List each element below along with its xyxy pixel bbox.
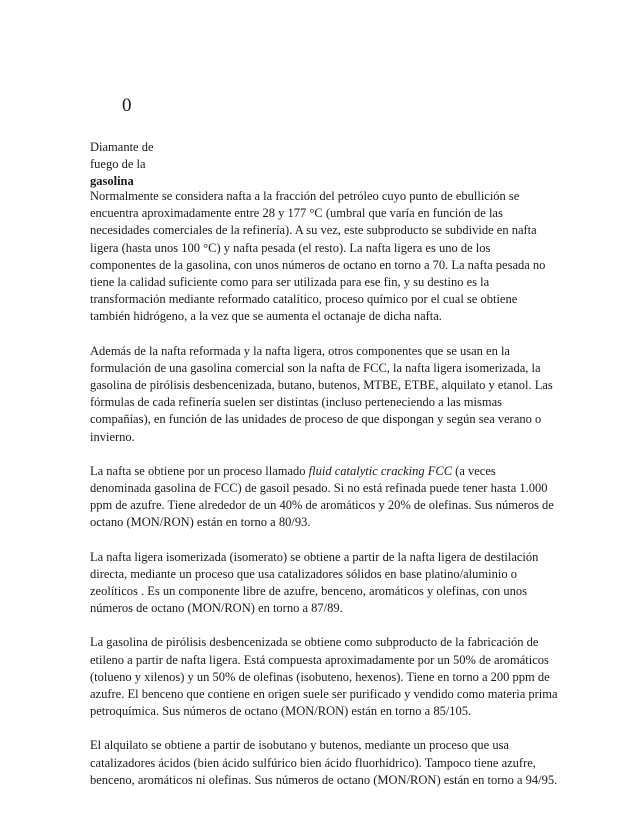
paragraph-pyrolysis-gasoline: La gasolina de pirólisis desbencenizada se obtiene como subproducto de la fabricación de etileno a partir de nafta ligera. Está compuesta aproximadamente por un 50% de aromáticos (tolueno y xilenos) y un 50% de olefinas (isobuteno, hexenos). Tiene en torno a 200 ppm de azufre. El benceno que contiene en origen suele ser purificado y vendido como materia prima petroquímica. Sus números de octano (MON/RON) están en torno a 85/105. — [90, 635, 558, 719]
figure-caption — [90, 139, 190, 190]
fcc-text-after: (a veces denominada gasolina de FCC) de gasoil pesado. Si no está refinada puede tener hasta 1.000 ppm de azufre. Tiene alrededor de un 40% de aromáticos y 20% de olefinas. Sus números de octano (MON/RON) están en torno a 80/93. — [90, 463, 554, 530]
paragraph-nafta-definition: Normalmente se considera nafta a la fracción del petróleo cuyo punto de ebullición se encuentra aproximadamente entre 28 y 177 °C (umbral que varía en función de las necesidades comerciales de la refinería). A su vez, este subproducto se subdivide en nafta ligera (hasta unos 100 °C) y nafta pesada (el resto). La nafta ligera es uno de los componentes de la gasolina, con unos números de octano en torno a 70. La nafta pesada no tiene la calidad suficiente como para ser utilizada para ese fin, y su destino es la transformación mediante reformado catalítico, proceso químico por el cual se obtiene también hidrógeno, a la vez que se aumenta el octanaje de dicha nafta. — [90, 189, 546, 324]
fcc-text-before: La nafta se obtiene por un proceso llamado — [90, 463, 309, 478]
page-number: 0 — [122, 95, 132, 116]
fcc-italic-term: fluid catalytic cracking FCC — [308, 463, 453, 478]
body-text — [90, 188, 558, 806]
paragraph-isomerate: La nafta ligera isomerizada (isomerato) se obtiene a partir de la nafta ligera de destilación directa, mediante un proceso que usa catalizadores sólidos en base platino/aluminio o zeolíticos . Es un componente libre de azufre, benceno, aromáticos y olefinas, con unos números de octano (MON/RON) en torno a 87/89. — [90, 549, 539, 616]
caption-line-1: Diamante de — [90, 140, 154, 154]
paragraph-gasoline-components: Además de la nafta reformada y la nafta ligera, otros componentes que se usan en la formulación de una gasolina comercial son la nafta de FCC, la nafta ligera isomerizada, la gasolina de pirólisis desbencenizada, butano, butenos, MTBE, ETBE, alquilato y etanol. Las fórmulas de cada refinería suelen ser distintas (incluso perteneciendo a las mismas compañías), en función de las unidades de proceso de que dispongan y según sea verano o invierno. — [90, 343, 553, 444]
caption-line-2: fuego de la — [90, 157, 146, 171]
paragraph-fcc-nafta — [90, 463, 558, 532]
paragraph-alkylate: El alquilato se obtiene a partir de isobutano y butenos, mediante un proceso que usa catalizadores ácidos (bien ácido sulfúrico bien ácido fluorhídrico). Tampoco tiene azufre, benceno, aromáticos ni olefinas. Sus números de octano (MON/RON) están en torno a 94/95. — [90, 738, 558, 787]
caption-line-3: gasolina — [90, 174, 134, 188]
